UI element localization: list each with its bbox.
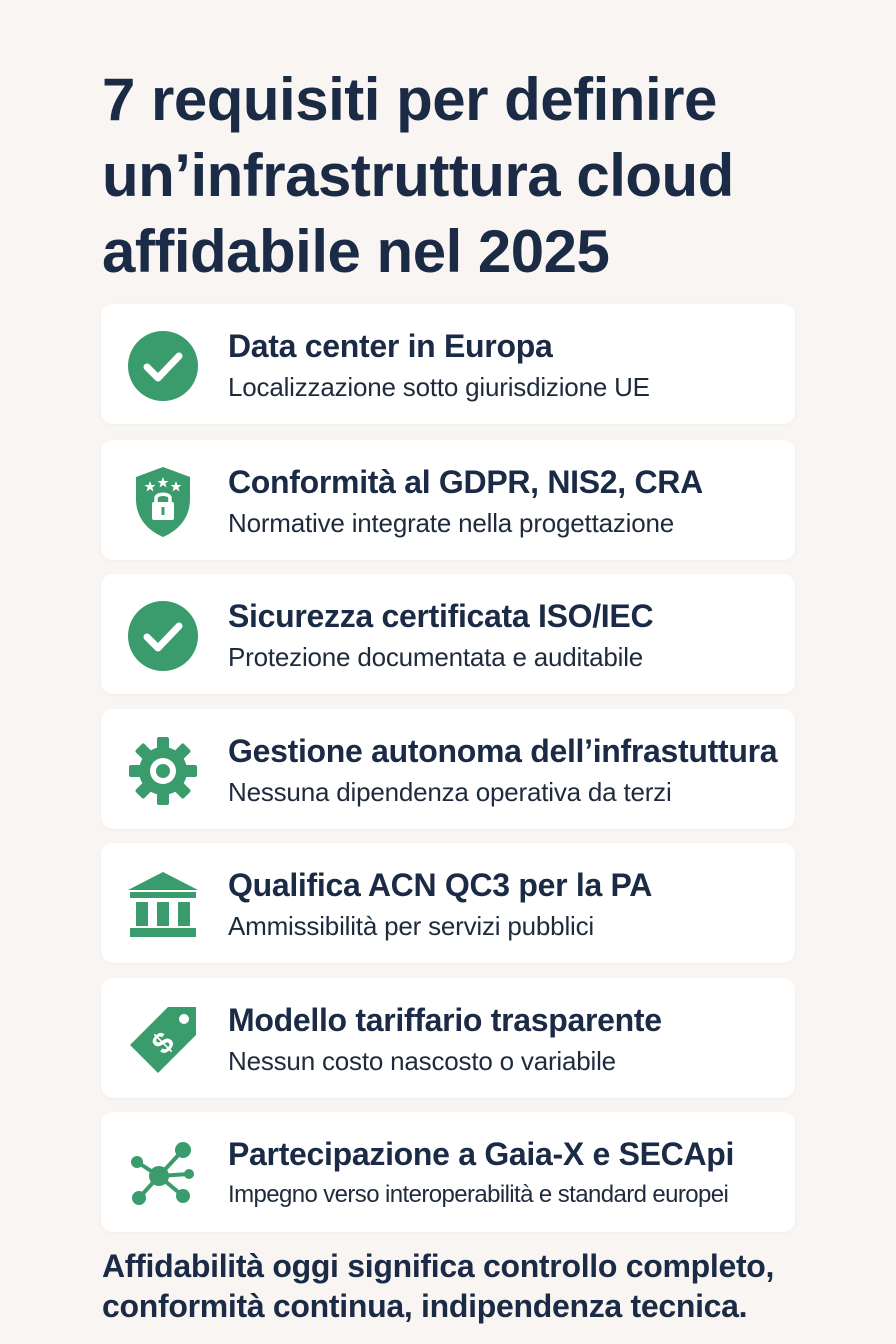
- government-building-icon: [125, 867, 201, 943]
- requirement-heading: Gestione autonoma dell’infrastuttura: [228, 733, 778, 769]
- requirement-card-transparent-pricing: [101, 978, 795, 1098]
- requirement-heading: Partecipazione a Gaia-X e SECApi: [228, 1136, 735, 1172]
- requirement-card-certified-security: [101, 574, 795, 694]
- title-line-3: affidabile nel 2025: [102, 218, 610, 285]
- requirement-description: Normative integrate nella progettazione: [228, 508, 675, 538]
- requirement-description: Nessun costo nascosto o variabile: [228, 1046, 616, 1076]
- requirement-card-autonomous-management: [101, 709, 795, 829]
- gear-icon: [125, 733, 201, 809]
- requirement-description: Impegno verso interoperabilità e standard europei: [228, 1181, 729, 1208]
- requirement-heading: Sicurezza certificata ISO/IEC: [228, 598, 654, 634]
- requirement-heading: Qualifica ACN QC3 per la PA: [228, 867, 653, 903]
- footer-line-2: conformità continua, indipendenza tecnica.: [102, 1288, 748, 1324]
- requirement-heading: Modello tariffario trasparente: [228, 1002, 662, 1038]
- price-tag-icon: [125, 1002, 201, 1078]
- requirement-description: Localizzazione sotto giurisdizione UE: [228, 372, 650, 402]
- requirement-heading: Data center in Europa: [228, 328, 553, 364]
- requirement-card-acn-qualification: [101, 843, 795, 963]
- title-line-1: 7 requisiti per definire: [102, 66, 717, 133]
- title-line-2: un’infrastruttura cloud: [102, 142, 734, 209]
- requirement-card-gaia-x: [101, 1112, 795, 1232]
- requirement-card-data-center: [101, 304, 795, 424]
- shield-lock-icon: [125, 464, 201, 540]
- svg-text:$: $: [145, 1025, 181, 1061]
- footer-line-1: Affidabilità oggi significa controllo completo,: [102, 1248, 775, 1284]
- requirement-description: Protezione documentata e auditabile: [228, 642, 644, 672]
- page-title: [102, 62, 862, 290]
- check-circle-icon: [125, 598, 201, 674]
- footer-statement: [102, 1246, 822, 1326]
- requirement-description: Nessuna dipendenza operativa da terzi: [228, 777, 672, 807]
- check-circle-icon: [125, 328, 201, 404]
- network-hub-icon: [125, 1136, 201, 1212]
- requirement-description: Ammissibilità per servizi pubblici: [228, 911, 594, 941]
- requirement-card-compliance: [101, 440, 795, 560]
- requirement-heading: Conformità al GDPR, NIS2, CRA: [228, 464, 703, 500]
